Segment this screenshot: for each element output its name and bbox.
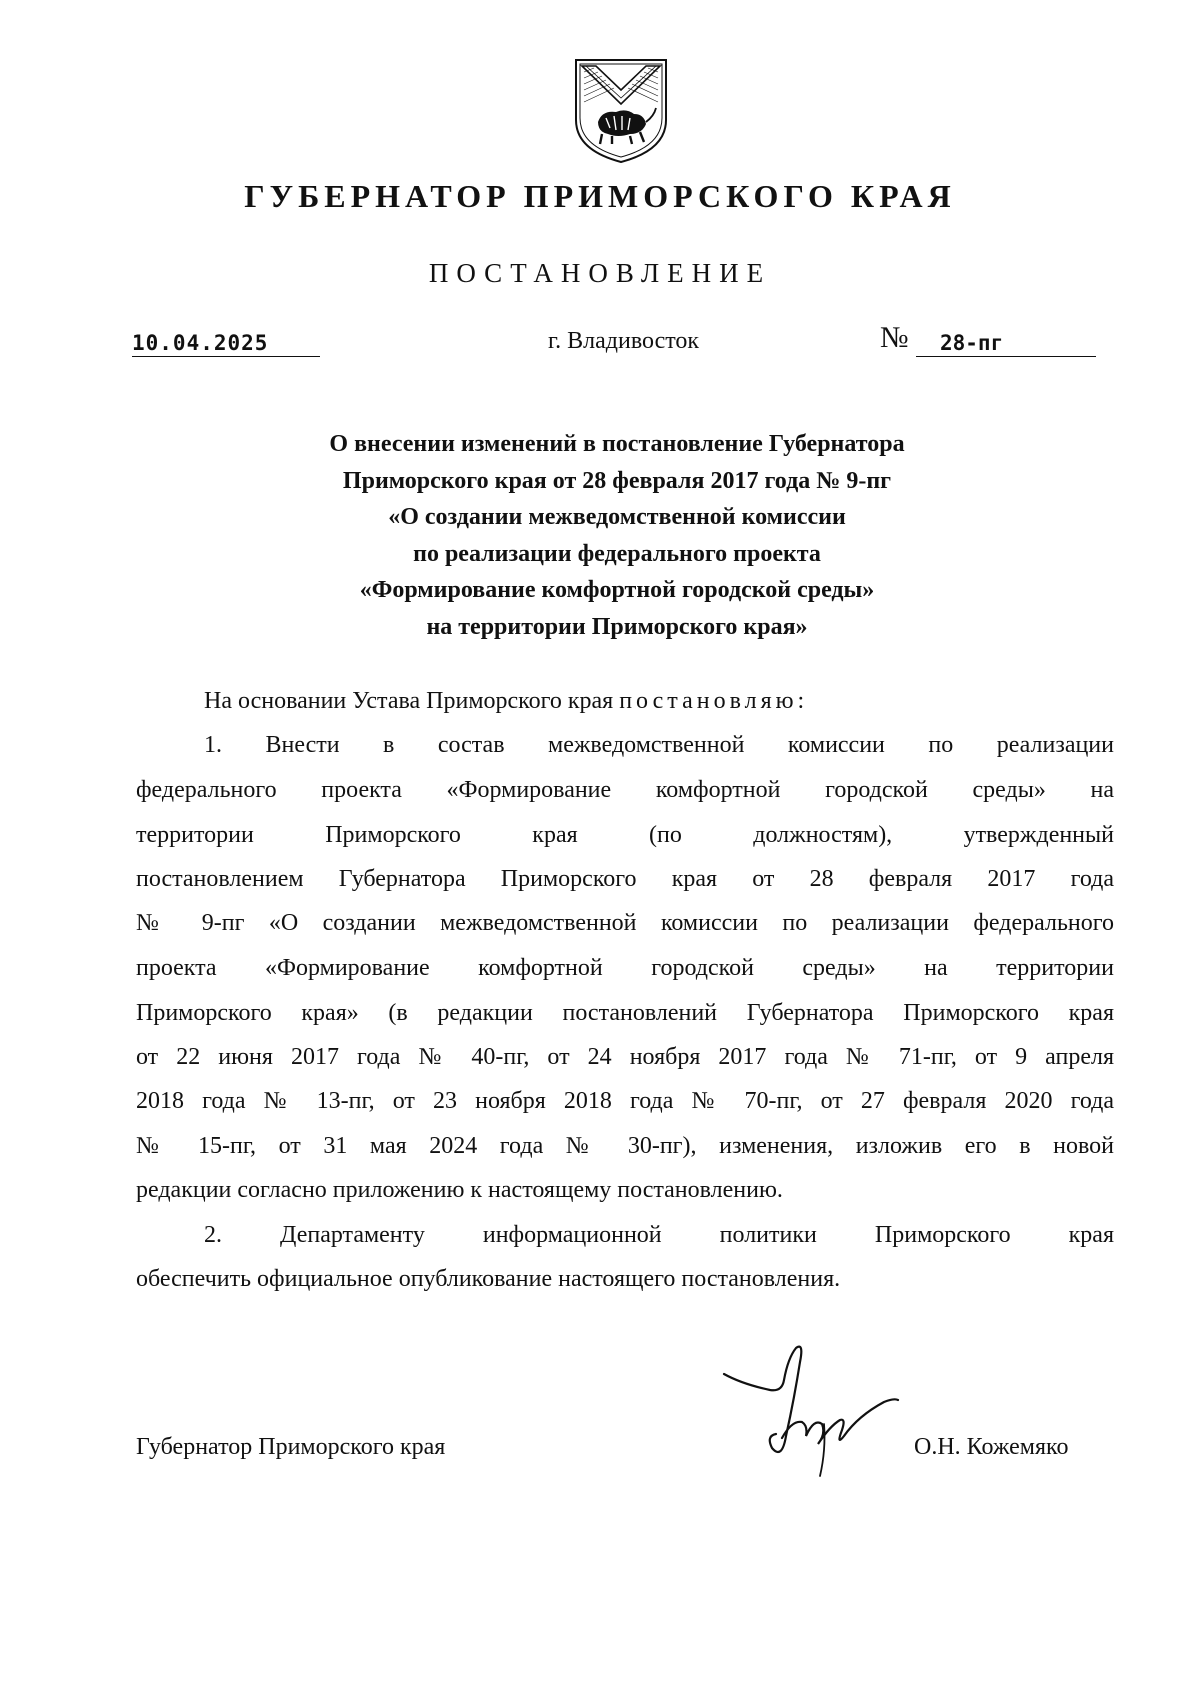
handwritten-signature-icon [722,1340,900,1478]
item1-line: 2018 года № 13-пг, от 23 ноября 2018 года № 70-пг, от 27 февраля 2020 года [136,1088,1114,1114]
item1-line: постановлением Губернатора Приморского края от 28 февраля 2017 года [136,866,1114,892]
item1-line: от 22 июня 2017 года № 40-пг, от 24 ноября 2017 года № 71-пг, от 9 апреля [136,1044,1114,1070]
title-line: О внесении изменений в постановление Губернатора [329,431,905,457]
document-number: 28-пг [916,330,1096,357]
item1-line: территории Приморского края (по должностям), утвержденный [136,822,1114,848]
item1-line: проекта «Формирование комфортной городской среды» на территории [136,955,1114,981]
item2-line: обеспечить официальное опубликование настоящего постановления. [136,1266,841,1292]
signatory-position: Губернатор Приморского края [136,1434,446,1460]
title-line: «О создании межведомственной комиссии [388,504,846,530]
title-line: по реализации федерального проекта [413,540,821,567]
signatory-name: О.Н. Кожемяко [914,1434,1069,1460]
preamble-text: На основании Устава Приморского края [204,688,614,714]
document-date: 10.04.2025 [132,330,320,357]
item1-line: № 9-пг «О создании межведомственной комиссии по реализации федерального [136,910,1114,936]
title-line: на территории Приморского края» [426,613,808,640]
coat-of-arms-icon [572,58,670,164]
title-line: Приморского края от 28 февраля 2017 года № 9-пг [342,467,892,494]
item1-line: федерального проекта «Формирование комфортной городской среды» на [136,777,1114,803]
item1-line: 1. Внести в состав межведомственной комиссии по реализации [204,732,1114,758]
item2-line: 2. Департаменту информационной политики Приморского края [204,1222,1114,1248]
document-title [0,426,1200,645]
document-type: ПОСТАНОВЛЕНИЕ [428,258,772,288]
item1-line: редакции согласно приложению к настоящему постановлению. [136,1177,783,1203]
preamble [204,686,808,716]
document-city: г. Владивосток [548,328,700,354]
number-sign: № [880,321,909,354]
document-authority: ГУБЕРНАТОР ПРИМОРСКОГО КРАЯ [244,178,956,214]
title-line: «Формирование комфортной городской среды» [359,577,875,603]
item1-line: № 15-пг, от 31 мая 2024 года № 30-пг), изменения, изложив его в новой [136,1133,1114,1159]
item1-line: Приморского края» (в редакции постановлений Губернатора Приморского края [136,1000,1114,1026]
preamble-emphasis: постановляю: [619,688,809,714]
